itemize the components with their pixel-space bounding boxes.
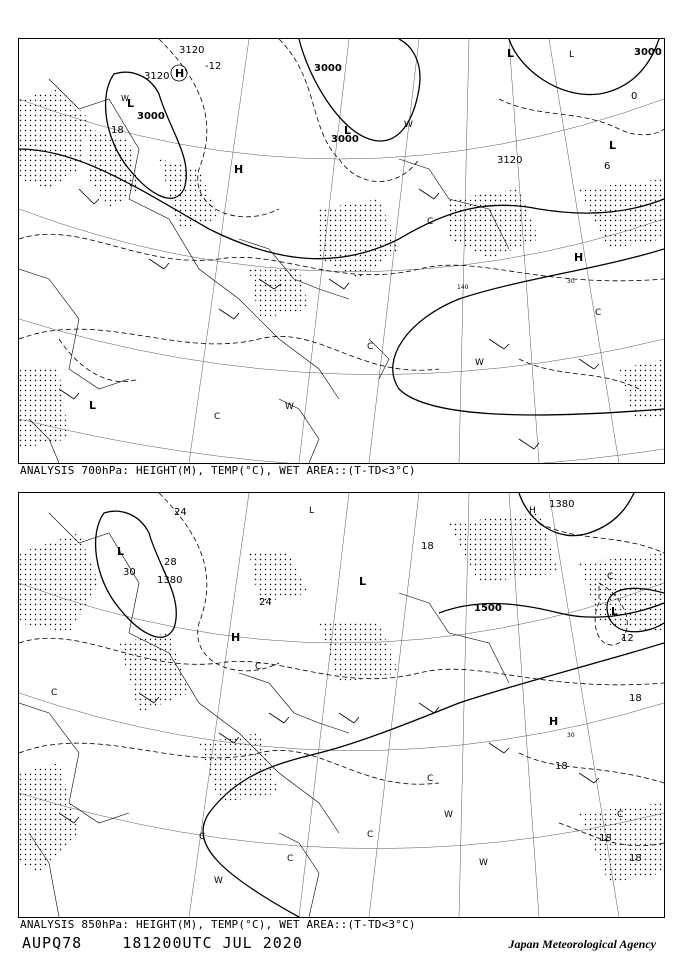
- low-center: L: [611, 605, 619, 618]
- warm-center: W: [475, 358, 484, 368]
- high-center: H: [549, 715, 559, 728]
- cold-center: C: [427, 217, 434, 227]
- lon-label: 140: [457, 284, 469, 291]
- cold-center: C: [287, 854, 294, 864]
- low-center: L: [359, 575, 367, 588]
- lat-label: 30: [567, 278, 575, 285]
- height-label: 3000: [331, 134, 359, 145]
- map-700hpa-canvas: [19, 39, 664, 463]
- low-center: L: [344, 124, 352, 137]
- cold-center: C: [607, 572, 614, 582]
- cold-center: C: [255, 662, 262, 672]
- temp-label: 18: [629, 693, 642, 704]
- valid-time: 181200UTC JUL 2020: [122, 934, 303, 952]
- height-label: 3120: [144, 71, 170, 82]
- cold-center: C: [617, 810, 624, 820]
- temp-label: 18: [629, 853, 642, 864]
- height-label: 3000: [634, 47, 662, 58]
- height-label: 1500: [474, 603, 502, 614]
- temp-label: 6: [604, 161, 611, 172]
- low-center: L: [309, 506, 315, 516]
- footer-product-line: [22, 934, 303, 952]
- cold-center: C: [427, 774, 434, 784]
- warm-center: W: [404, 120, 413, 130]
- temp-label: 28: [164, 557, 177, 568]
- warm-center: W: [285, 402, 294, 412]
- warm-center: W: [121, 94, 129, 103]
- temp-label: 18: [555, 761, 568, 772]
- temp-label: 30: [123, 567, 136, 578]
- high-center: H: [234, 163, 244, 176]
- map-850hpa-canvas: [19, 493, 664, 917]
- temp-label: 18: [599, 833, 612, 844]
- warm-center: W: [214, 876, 223, 886]
- agency-credit: Japan Meteorological Agency: [508, 937, 656, 951]
- temp-label: 24: [174, 507, 187, 518]
- high-center: H: [574, 251, 584, 264]
- height-label: 3000: [137, 111, 165, 122]
- cold-center: C: [367, 830, 374, 840]
- low-center: L: [609, 139, 617, 152]
- height-contours: [96, 493, 664, 917]
- temp-label: 24: [259, 597, 272, 608]
- warm-center: W: [479, 858, 488, 868]
- height-label: 1380: [549, 499, 575, 510]
- lat-label: 30: [567, 732, 575, 739]
- height-label: 3000: [314, 63, 342, 74]
- map-700hpa: [18, 38, 665, 464]
- high-center: H: [529, 506, 536, 516]
- cold-center: C: [199, 832, 206, 842]
- warm-center: W: [444, 810, 453, 820]
- low-center: L: [569, 50, 575, 60]
- cold-center: C: [367, 342, 374, 352]
- height-label: 3120: [179, 45, 205, 56]
- wet-area: [19, 513, 664, 883]
- high-center: H: [175, 67, 185, 80]
- low-center: L: [127, 97, 135, 110]
- low-center: L: [89, 399, 97, 412]
- lat-lon-grid: [19, 493, 664, 917]
- product-code: AUPQ78: [22, 934, 83, 952]
- cold-center: C: [214, 412, 221, 422]
- low-center: L: [117, 545, 125, 558]
- temp-label: 18: [421, 541, 434, 552]
- cold-center: C: [51, 688, 58, 698]
- temp-label: 18: [111, 125, 124, 136]
- temp-label: 0: [631, 91, 638, 102]
- cold-center: C: [595, 308, 602, 318]
- temp-label: -12: [205, 61, 222, 72]
- caption-700hpa: ANALYSIS 700hPa: HEIGHT(M), TEMP(°C), WET AREA::(T-TD<3°C): [20, 464, 416, 477]
- map-850hpa: [18, 492, 665, 918]
- height-label: 3120: [497, 155, 523, 166]
- temp-label: 12: [621, 633, 634, 644]
- caption-850hpa: ANALYSIS 850hPa: HEIGHT(M), TEMP(°C), WET AREA::(T-TD<3°C): [20, 918, 416, 931]
- height-label: 1380: [157, 575, 183, 586]
- low-center: L: [507, 47, 515, 60]
- high-center: H: [231, 631, 241, 644]
